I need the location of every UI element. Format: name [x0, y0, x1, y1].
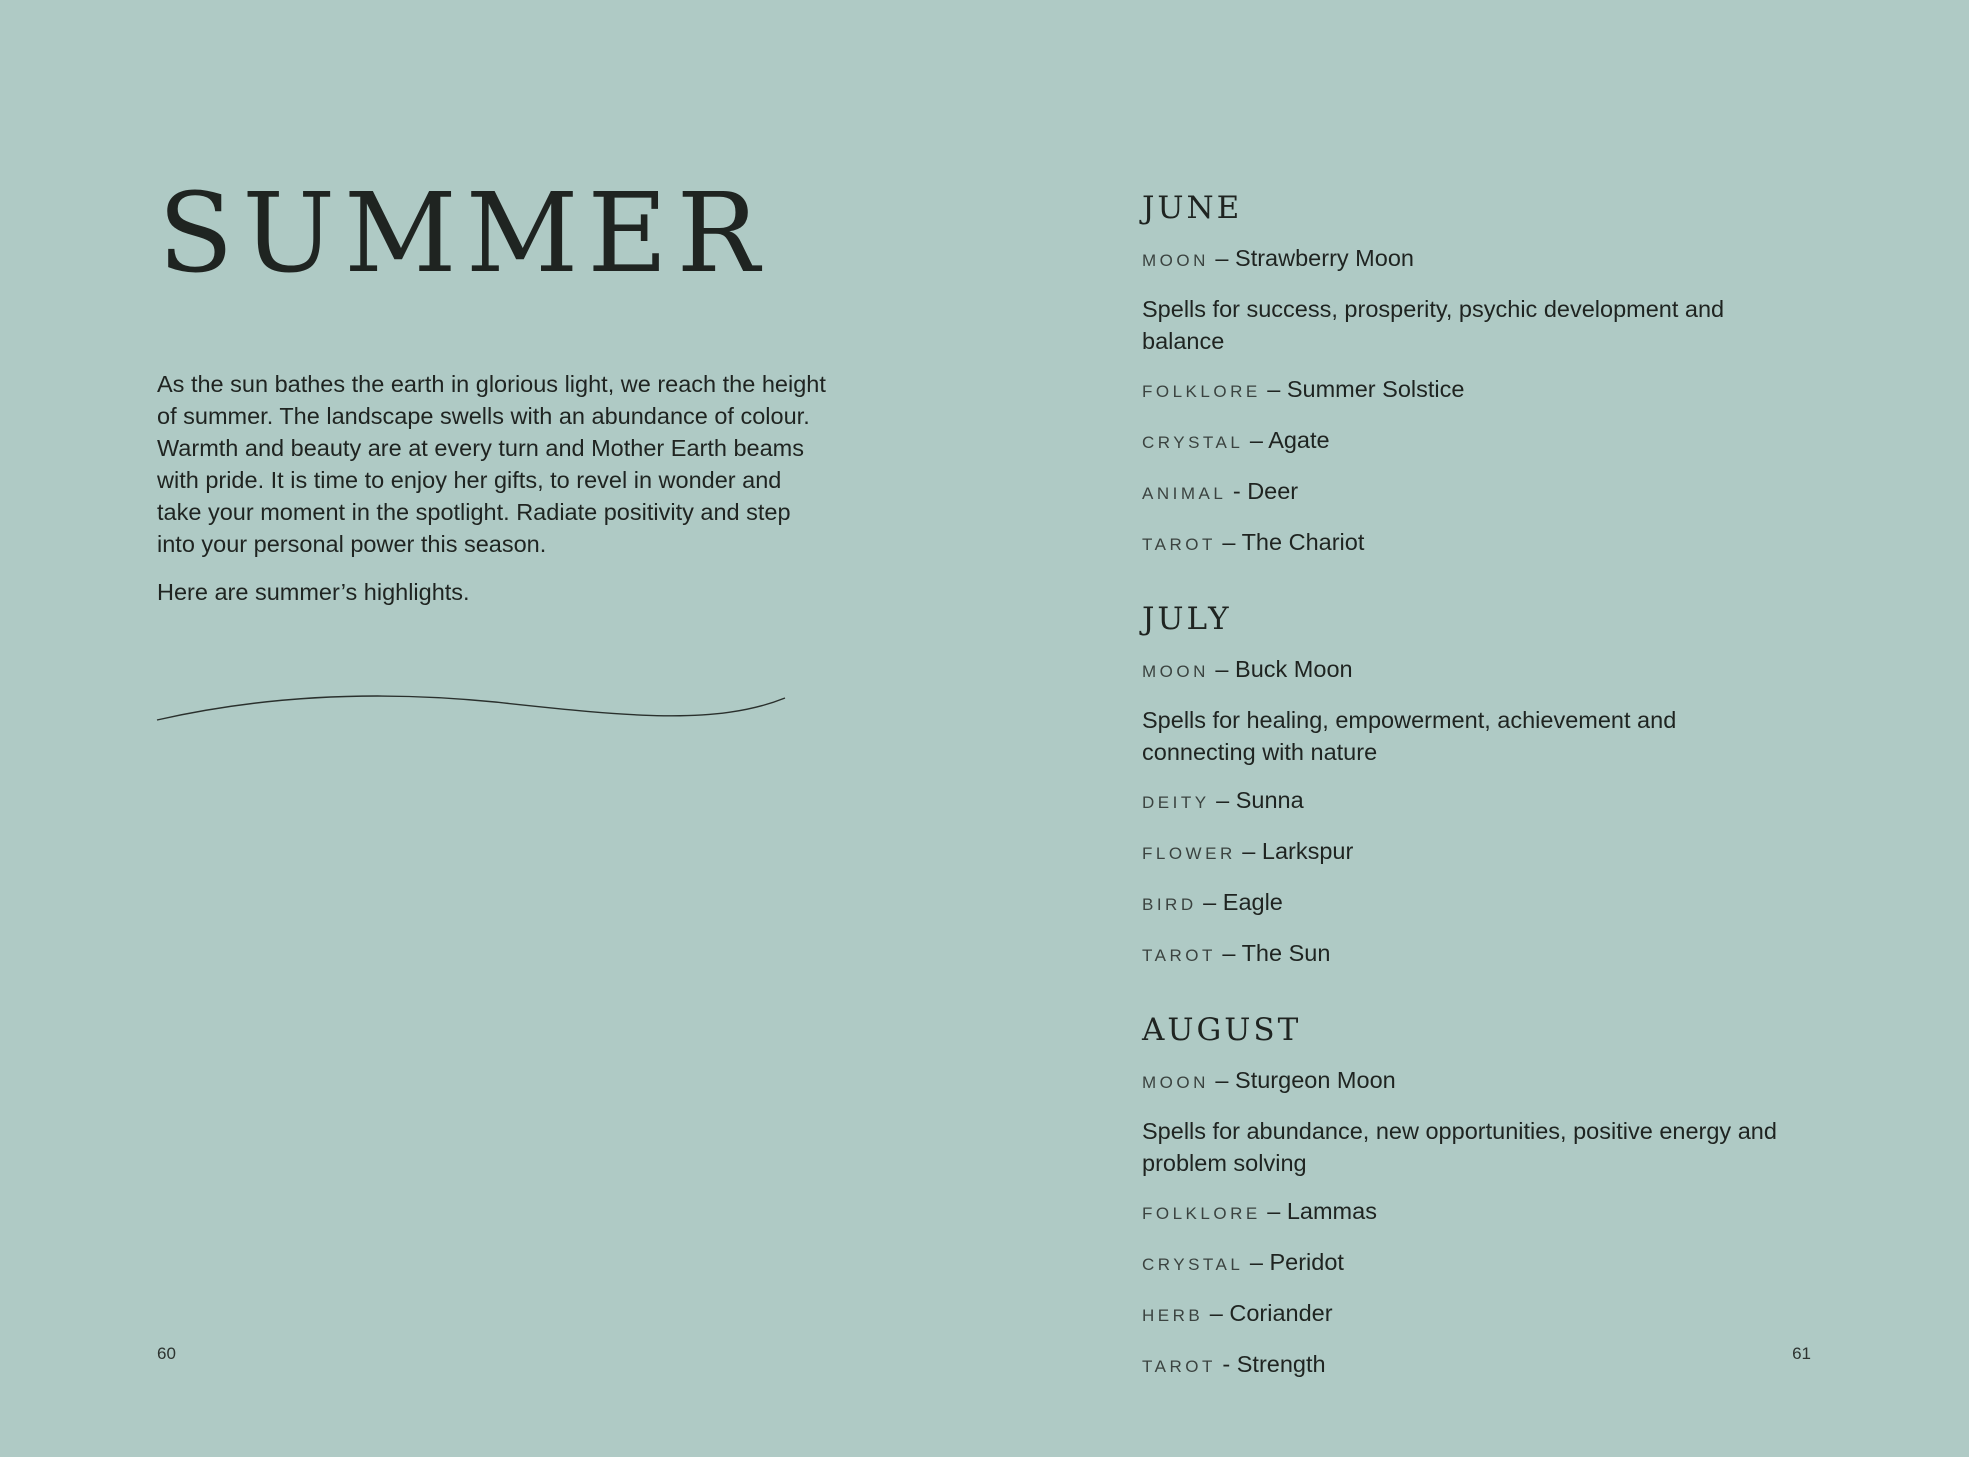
entry-value: Coriander — [1229, 1300, 1333, 1326]
entry-separator: – — [1216, 787, 1230, 813]
entry-label: FLOWER — [1142, 844, 1236, 863]
folklore-entry — [1142, 1195, 1862, 1230]
entry-separator: - — [1232, 478, 1241, 504]
tarot-entry — [1142, 1348, 1862, 1383]
entry-value: Buck Moon — [1235, 656, 1353, 682]
right-page — [984, 0, 1969, 1457]
entry-label: BIRD — [1142, 895, 1197, 914]
page-number-right: 61 — [1792, 1344, 1811, 1363]
month-title: JUNE — [1142, 190, 1243, 226]
entry-value: Larkspur — [1261, 838, 1354, 864]
entry-separator: – — [1267, 1198, 1281, 1224]
month-list — [1142, 190, 1862, 1423]
moon-entry — [1142, 653, 1862, 688]
intro-paragraph: As the sun bathes the earth in glorious light, we reach the height of summer. The landscape swells with an abundance of colour. Warmth and beauty are at every turn and Mother Earth beams with pride. It is time to enjoy her gifts, to revel in wonder and take your moment in the spotlight. Radiate positivity and step into your personal power this season. — [157, 371, 826, 557]
entry-label: TAROT — [1142, 1357, 1216, 1376]
entry-label: TAROT — [1142, 535, 1216, 554]
entry-label: HERB — [1142, 1306, 1204, 1325]
moon-entry — [1142, 1064, 1862, 1099]
month-july — [1142, 601, 1862, 972]
entry-label: CRYSTAL — [1142, 1255, 1244, 1274]
entry-label: CRYSTAL — [1142, 433, 1244, 452]
season-title: SUMMER — [158, 169, 769, 297]
entry-label: ANIMAL — [1142, 484, 1227, 503]
month-title: JULY — [1142, 601, 1232, 637]
flower-entry — [1142, 835, 1862, 870]
entry-label: MOON — [1142, 1073, 1209, 1092]
entry-value: Peridot — [1269, 1249, 1344, 1275]
entry-label: TAROT — [1142, 946, 1216, 965]
entry-value: Agate — [1268, 427, 1330, 453]
entry-label: MOON — [1142, 662, 1209, 681]
entry-separator: – — [1249, 1249, 1263, 1275]
entry-separator: – — [1209, 1300, 1223, 1326]
tarot-entry — [1142, 937, 1862, 972]
entry-separator: – — [1215, 1067, 1229, 1093]
crystal-entry — [1142, 424, 1862, 459]
entry-value: Sunna — [1235, 787, 1304, 813]
left-page — [0, 0, 984, 1457]
spells-entry: Spells for healing, empowerment, achievement and connecting with nature — [1142, 707, 1677, 765]
entry-label: FOLKLORE — [1142, 1204, 1261, 1223]
spells-entry: Spells for abundance, new opportunities, positive energy and problem solving — [1142, 1118, 1777, 1176]
entry-separator: – — [1267, 376, 1281, 402]
entry-label: FOLKLORE — [1142, 382, 1261, 401]
bird-entry — [1142, 886, 1862, 921]
animal-entry — [1142, 475, 1862, 510]
entry-separator: – — [1222, 940, 1236, 966]
entry-value: Deer — [1247, 478, 1299, 504]
crystal-entry — [1142, 1246, 1862, 1281]
page-number-left: 60 — [157, 1344, 176, 1363]
herb-entry — [1142, 1297, 1862, 1332]
entry-separator: – — [1249, 427, 1263, 453]
highlights-line: Here are summer’s highlights. — [157, 579, 470, 605]
entry-separator: – — [1242, 838, 1256, 864]
moon-entry — [1142, 242, 1862, 277]
entry-value: The Sun — [1241, 940, 1331, 966]
entry-separator: – — [1203, 889, 1217, 915]
entry-value: Eagle — [1222, 889, 1283, 915]
entry-separator: – — [1215, 656, 1229, 682]
entry-separator: - — [1222, 1351, 1231, 1377]
deity-entry — [1142, 784, 1862, 819]
tarot-entry — [1142, 526, 1862, 561]
month-june — [1142, 190, 1862, 561]
wave-divider — [155, 690, 795, 730]
folklore-entry — [1142, 373, 1862, 408]
entry-label: MOON — [1142, 251, 1209, 270]
month-title: AUGUST — [1142, 1012, 1302, 1048]
entry-value: Strength — [1236, 1351, 1326, 1377]
entry-label: DEITY — [1142, 793, 1210, 812]
entry-value: The Chariot — [1241, 529, 1365, 555]
entry-value: Summer Solstice — [1286, 376, 1465, 402]
entry-value: Lammas — [1286, 1198, 1377, 1224]
entry-value: Sturgeon Moon — [1235, 1067, 1396, 1093]
entry-separator: – — [1215, 245, 1229, 271]
month-august — [1142, 1012, 1862, 1383]
entry-separator: – — [1222, 529, 1236, 555]
entry-value: Strawberry Moon — [1235, 245, 1414, 271]
spells-entry: Spells for success, prosperity, psychic development and balance — [1142, 296, 1725, 354]
